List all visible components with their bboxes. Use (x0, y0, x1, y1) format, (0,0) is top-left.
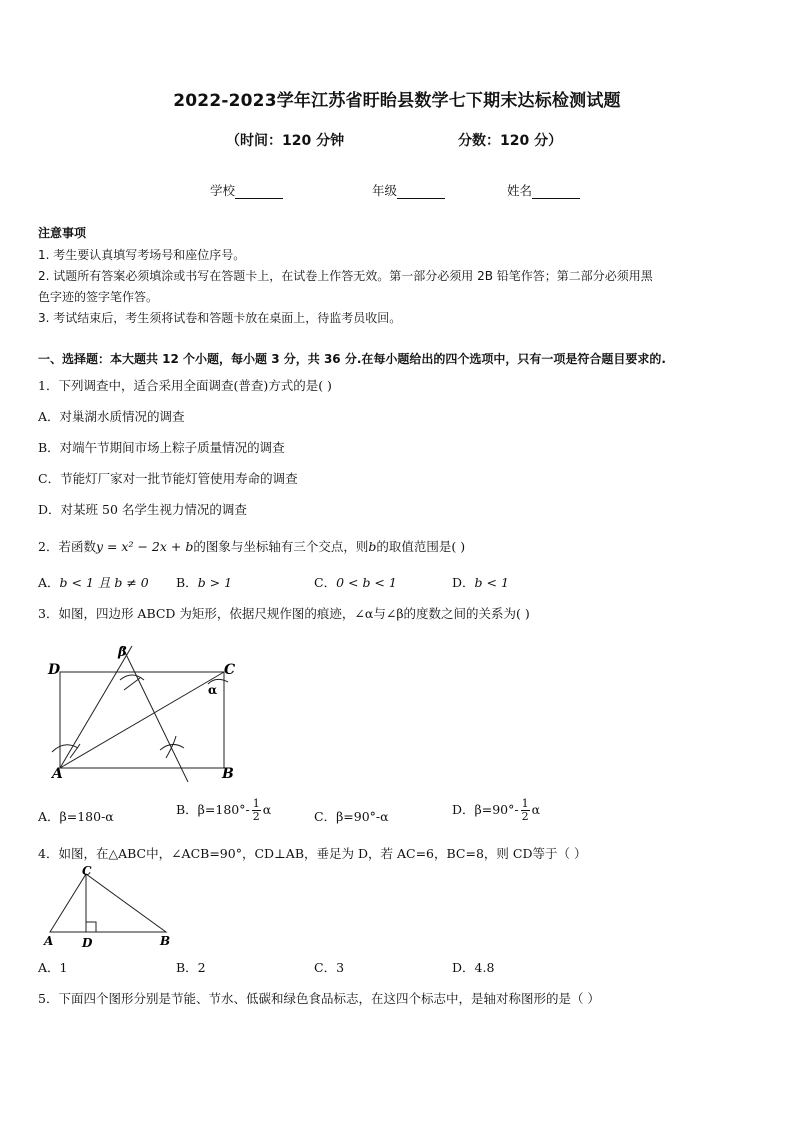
q3-label-d: D (48, 662, 61, 678)
exam-score: 分数：120 分） (458, 133, 563, 149)
q3-option-b[interactable]: B．β=180°- $\frac{1}{2}$ α (176, 797, 272, 823)
q3-label-alpha: α (208, 683, 218, 697)
q1-option-d[interactable]: D．对某班 50 名学生视力情况的调查 (38, 502, 247, 517)
q4-label-a: A (44, 934, 54, 948)
notice-item: 色字迹的签字笔作答。 (38, 290, 159, 304)
q4-option-c[interactable]: C．3 (314, 960, 345, 975)
q3-option-a[interactable]: A．β=180-α (38, 809, 114, 824)
notice-item: 2. 试题所有答案必须填涂或书写在答题卡上，在试卷上作答无效。第一部分必须用 2B 铅笔作答；第二部分必须用黑 (38, 269, 653, 283)
question-2-stem (38, 537, 465, 555)
q4-label-d: D (82, 936, 93, 950)
section-heading: 一、选择题：本大题共 12 个小题，每小题 3 分，共 36 分.在每小题给出的四个选项中，只有一项是符合题目要求的. (38, 352, 666, 366)
q4-label-c: C (82, 864, 92, 878)
school-blank[interactable] (235, 186, 283, 199)
question-3-stem: 3．如图，四边形 ABCD 为矩形，依据尺规作图的痕迹，∠α与∠β的度数之间的关系为( ) (38, 606, 530, 621)
q2-stem-pre: 2．若函数 (38, 539, 96, 554)
q2-option-c[interactable]: C．0 < b < 1 (314, 575, 397, 590)
notice-item: 3. 考试结束后，考生须将试卷和答题卡放在桌面上，待监考员收回。 (38, 311, 402, 325)
school-label: 学校 (210, 183, 236, 198)
q3-label-beta: β (118, 645, 127, 660)
q4-label-b: B (160, 934, 171, 948)
page-title: 2022-2023学年江苏省盱眙县数学七下期末达标检测试题 (173, 91, 621, 111)
q3-label-c: C (224, 662, 236, 678)
question-1-stem: 1．下列调查中，适合采用全面调查(普查)方式的是( ) (38, 378, 332, 393)
q1-option-c[interactable]: C．节能灯厂家对一批节能灯管使用寿命的调查 (38, 471, 298, 486)
question-4-stem: 4．如图，在△ABC中，∠ACB=90°，CD⊥AB，垂足为 D，若 AC=6，BC=8，则 CD等于（ ） (38, 846, 587, 861)
q3-option-d[interactable]: D．β=90°- $\frac{1}{2}$ α (452, 797, 541, 823)
grade-field (372, 181, 445, 199)
q1-option-b[interactable]: B．对端午节期间市场上粽子质量情况的调查 (38, 440, 285, 455)
q4-option-d[interactable]: D．4.8 (452, 960, 495, 975)
name-blank[interactable] (532, 186, 580, 199)
name-field (507, 181, 580, 199)
q2-function: y = x² − 2x + b (95, 539, 194, 554)
notice-item: 1. 考生要认真填写考场号和座位序号。 (38, 248, 246, 262)
grade-blank[interactable] (397, 186, 445, 199)
q3-option-c[interactable]: C．β=90°-α (314, 809, 389, 824)
q4-option-a[interactable]: A．1 (38, 960, 68, 975)
q2-option-b[interactable]: B．b > 1 (176, 575, 233, 590)
q3-label-b: B (222, 766, 234, 782)
q3-rectangle-figure (40, 640, 250, 785)
q3-label-a: A (52, 766, 63, 782)
name-label: 姓名 (507, 183, 533, 198)
exam-time: （时间：120 分钟 (226, 133, 345, 149)
q2-option-d[interactable]: D．b < 1 (452, 575, 509, 590)
q2-option-a[interactable]: A．b < 1 且 b ≠ 0 (38, 575, 149, 590)
q4-option-b[interactable]: B．2 (176, 960, 206, 975)
q4-triangle-figure (40, 864, 180, 950)
notice-heading: 注意事项 (38, 226, 87, 240)
grade-label: 年级 (372, 183, 398, 198)
q2-stem-mid: 的图象与坐标轴有三个交点，则 (193, 539, 369, 554)
q2-stem-post: 的取值范围是( ) (376, 539, 466, 554)
q2-variable: b (368, 539, 377, 554)
q1-option-a[interactable]: A．对巢湖水质情况的调查 (38, 409, 185, 424)
school-field (210, 181, 283, 199)
question-5-stem: 5．下面四个图形分别是节能、节水、低碳和绿色食品标志，在这四个标志中，是轴对称图形的是（ ） (38, 991, 600, 1006)
